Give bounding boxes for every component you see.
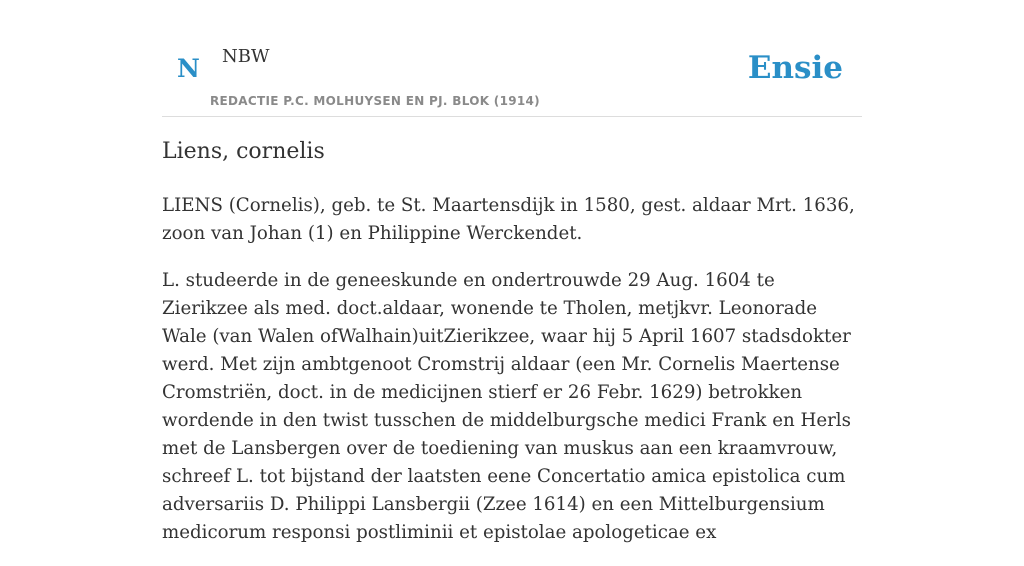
entry-title: Liens, cornelis	[162, 139, 325, 164]
source-editors: REDACTIE P.C. MOLHUYSEN EN PJ. BLOK (1914)	[210, 94, 540, 108]
entry-paragraph: LIENS (Cornelis), geb. te St. Maartensdijk in 1580, gest. aldaar Mrt. 1636, zoon van Johan (1) en Philippine Werckendet.	[162, 195, 855, 244]
source-title[interactable]: NBW	[222, 46, 270, 67]
entry-paragraph: L. studeerde in de geneeskunde en ondertrouwde 29 Aug. 1604 te Zierikzee als med. doct.aldaar, wonende te Tholen, metjkvr. Leonorade Wale (van Walen ofWalhain)uitZierikzee, waar hij 5 April 1607 stadsdokter werd. Met zijn ambtgenoot Cromstrij aldaar (een Mr. Cornelis Maertense Cromstriën, doct. in de medicijnen stierf er 26 Febr. 1629) betrokken wordende in den twist tusschen de middelburgsche medici Frank en Herls met de Lansbergen over de toediening van muskus aan een kraamvrouw, schreef L. tot bijstand der laatsten eene Concertatio amica epistolica cum adversariis D. Philippi Lansbergii (Zzee 1614) en een Mittelburgensium medicorum responsi postliminii et epistolae apologeticae ex	[162, 270, 851, 543]
header	[162, 0, 862, 117]
brand-logo[interactable]: Ensie	[747, 50, 843, 86]
source-logo-icon[interactable]: N	[177, 54, 200, 83]
entry-content	[162, 192, 862, 566]
